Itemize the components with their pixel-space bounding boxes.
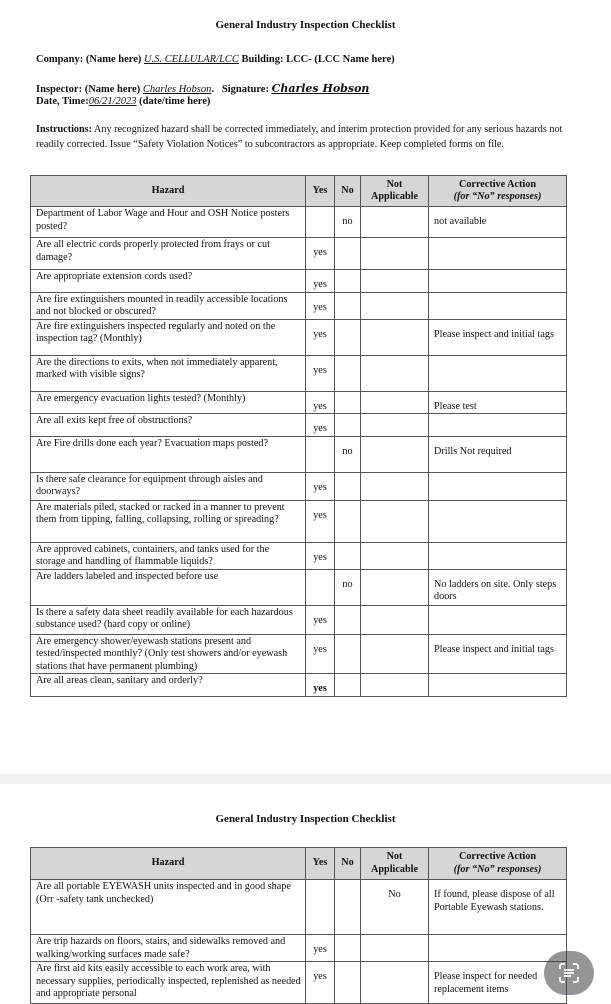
no-cell [335,414,361,437]
na-cell [361,436,429,472]
col-not-applicable: Not Applicable [361,176,429,207]
company-line [36,54,395,65]
no-cell [335,292,361,319]
hazard-cell: Are all areas clean, sanitary and orderly? [31,674,306,697]
no-cell: no [335,436,361,472]
action-cell [429,238,567,270]
yes-cell: yes [306,391,335,414]
table-row [31,270,567,293]
col-no: No [335,848,361,880]
yes-cell: yes [306,542,335,569]
inspection-table-2 [30,847,567,1004]
na-cell [361,391,429,414]
action-cell: If found, please dispose of all Portable Eyewash stations. [429,880,567,935]
na-cell [361,962,429,1004]
date-value: 06/21/2023 [88,96,137,107]
no-cell [335,634,361,674]
table-row [31,391,567,414]
yes-cell: yes [306,414,335,437]
no-cell [335,962,361,1004]
na-cell [361,414,429,437]
action-cell: Please inspect and initial tags [429,634,567,674]
col-yes: Yes [306,176,335,207]
yes-cell: yes [306,634,335,674]
hazard-cell: Are the directions to exits, when not immediately apparent, marked with visible signs? [31,355,306,391]
table-row [31,542,567,569]
yes-cell: yes [306,605,335,634]
hazard-cell: Are approved cabinets, containers, and tanks used for the storage and handling of flammable liquids? [31,542,306,569]
table-header-row [31,848,567,880]
action-cell [429,270,567,293]
no-cell [335,542,361,569]
date-label: Date, Time: [36,96,89,107]
hazard-cell: Are first aid kits easily accessible to each work area, with necessary supplies, periodically inspected, replenished as needed and appropriate personal [31,962,306,1004]
na-cell [361,292,429,319]
action-cell: Please test [429,391,567,414]
table-row [31,569,567,605]
table-row [31,935,567,962]
yes-cell [306,569,335,605]
col-hazard: Hazard [31,176,306,207]
hazard-cell: Are all exits kept free of obstructions? [31,414,306,437]
col-corrective-action: Corrective Action (for “No” responses) [429,176,567,207]
page-title: General Industry Inspection Checklist [215,19,396,31]
action-cell [429,414,567,437]
action-cell [429,935,567,962]
inspector-value: Charles Hobson [142,84,212,95]
no-cell [335,605,361,634]
building-text: Building: LCC- (LCC Name here) [241,54,395,65]
no-cell [335,880,361,935]
no-cell [335,355,361,391]
na-cell [361,569,429,605]
yes-cell: yes [306,500,335,542]
table-row [31,355,567,391]
action-cell [429,472,567,500]
no-cell [335,674,361,697]
signature: Charles Hobson [271,82,370,95]
table-row [31,238,567,270]
inspector-line: Inspector: (Name here) Charles Hobson. Signature: Charles Hobson [36,82,370,95]
na-cell [361,319,429,355]
scan-text-icon [557,961,581,985]
hazard-cell: Are materials piled, stacked or racked in a manner to prevent them from tipping, falling, collapsing, rolling or spreading? [31,500,306,542]
na-cell: No [361,880,429,935]
hazard-cell: Are fire extinguishers mounted in readily accessible locations and not blocked or obscured? [31,292,306,319]
yes-cell: yes [306,962,335,1004]
date-line [36,96,210,107]
instructions-text: Any recognized hazard shall be corrected immediately, and interim protection provided for any serious hazards not readily corrected. Issue “Safety Violation Notices” to subcontractors as appropriate. Keep completed forms on file. [36,124,563,150]
page-title-2: General Industry Inspection Checklist [215,813,396,825]
table-row [31,634,567,674]
na-cell [361,674,429,697]
na-cell [361,238,429,270]
table-row [31,207,567,238]
no-cell: no [335,207,361,238]
yes-cell: yes [306,292,335,319]
hazard-cell: Are emergency shower/eyewash stations present and tested/inspected monthly? (Only test showers and/or eyewash stations that have permanent plumbing) [31,634,306,674]
na-cell [361,270,429,293]
col-corrective-action: Corrective Action (for “No” responses) [429,848,567,880]
yes-cell [306,207,335,238]
col-not-applicable: Not Applicable [361,848,429,880]
yes-cell: yes [306,355,335,391]
action-cell: Please inspect for needed replacement items [429,962,567,1004]
date-suffix: (date/time here) [139,96,211,107]
hazard-cell: Are emergency evacuation lights tested? (Monthly) [31,391,306,414]
table-row [31,292,567,319]
na-cell [361,605,429,634]
table-row [31,414,567,437]
hazard-cell: Is there safe clearance for equipment through aisles and doorways? [31,472,306,500]
action-cell [429,292,567,319]
instructions [36,123,576,152]
table-row [31,472,567,500]
signature-label: Signature: [221,84,269,95]
yes-cell: yes [306,238,335,270]
col-hazard: Hazard [31,848,306,880]
na-cell [361,634,429,674]
table-row [31,319,567,355]
hazard-cell: Are fire extinguishers inspected regularly and noted on the inspection tag? (Monthly) [31,319,306,355]
no-cell [335,935,361,962]
hazard-cell: Are Fire drills done each year? Evacuation maps posted? [31,436,306,472]
instructions-label: Instructions: [36,124,93,135]
hazard-cell: Are ladders labeled and inspected before use [31,569,306,605]
hazard-cell: Are all portable EYEWASH units inspected and in good shape (Orr -safety tank unchecked) [31,880,306,935]
col-no: No [335,176,361,207]
hazard-cell: Is there a safety data sheet readily available for each hazardous substance used? (hard copy or online) [31,605,306,634]
na-cell [361,207,429,238]
table-row [31,962,567,1004]
hazard-cell: Are trip hazards on floors, stairs, and sidewalks removed and walking/working surfaces made safe? [31,935,306,962]
yes-cell: yes [306,472,335,500]
yes-cell [306,880,335,935]
yes-cell: yes [306,674,335,697]
na-cell [361,355,429,391]
action-cell: Drills Not required [429,436,567,472]
na-cell [361,542,429,569]
no-cell [335,500,361,542]
company-value: U.S. CELLULAR/LCC [144,54,239,65]
no-cell [335,391,361,414]
no-cell [335,319,361,355]
no-cell [335,472,361,500]
action-cell [429,500,567,542]
col-yes: Yes [306,848,335,880]
action-cell: not available [429,207,567,238]
action-cell [429,674,567,697]
na-cell [361,500,429,542]
no-cell [335,238,361,270]
company-label: Company: (Name here) [36,54,142,65]
yes-cell: yes [306,270,335,293]
action-cell [429,542,567,569]
hazard-cell: Are appropriate extension cords used? [31,270,306,293]
table-row [31,605,567,634]
scan-text-button[interactable] [544,951,594,995]
action-cell [429,355,567,391]
checklist-page-2 [0,784,611,1000]
table-row [31,674,567,697]
action-cell [429,605,567,634]
na-cell [361,472,429,500]
table-row [31,500,567,542]
no-cell [335,270,361,293]
inspector-label: Inspector: (Name here) [36,84,141,95]
action-cell: No ladders on site. Only steps doors [429,569,567,605]
table-header-row [31,176,567,207]
yes-cell: yes [306,935,335,962]
table-row [31,880,567,935]
yes-cell [306,436,335,472]
page-separator [0,774,611,784]
table-row [31,436,567,472]
hazard-cell: Department of Labor Wage and Hour and OSH Notice posters posted? [31,207,306,238]
inspection-table [30,175,567,697]
action-cell: Please inspect and initial tags [429,319,567,355]
hazard-cell: Are all electric cords properly protected from frays or cut damage? [31,238,306,270]
no-cell: no [335,569,361,605]
yes-cell: yes [306,319,335,355]
na-cell [361,935,429,962]
